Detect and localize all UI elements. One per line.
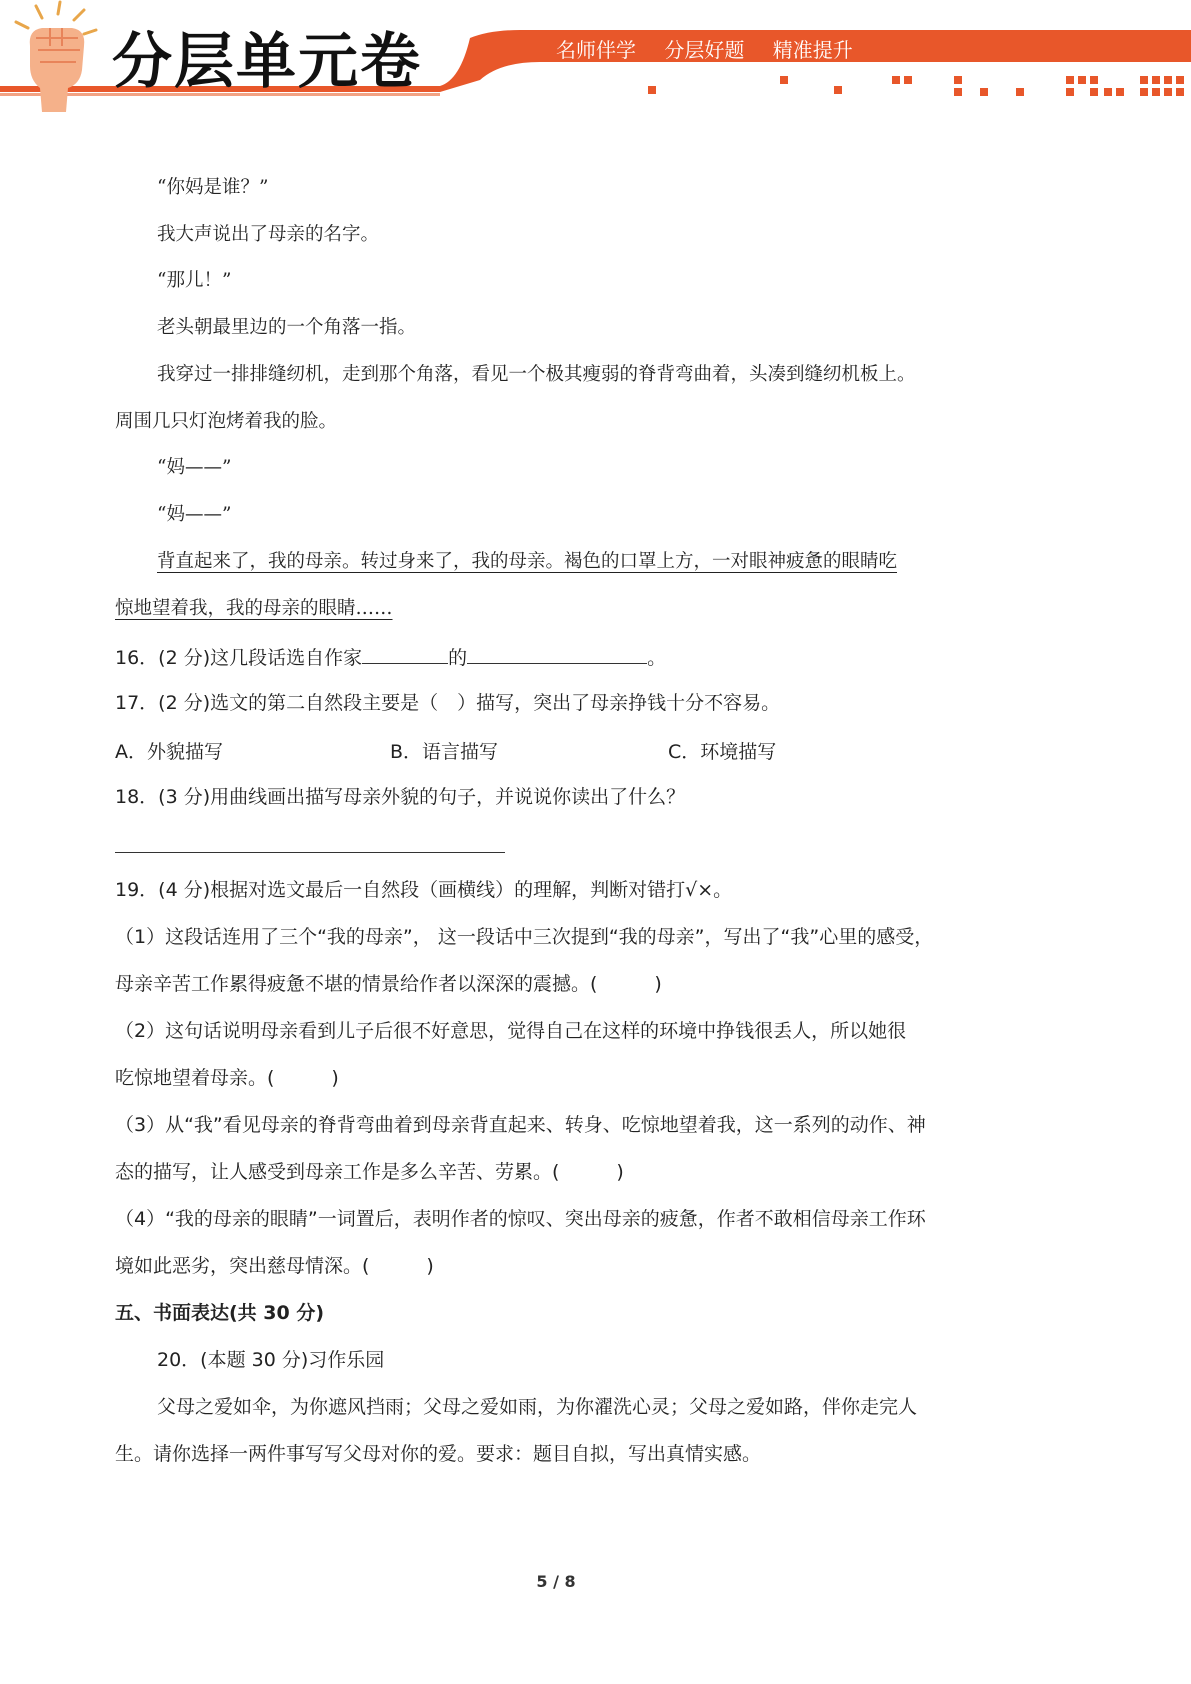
header-slogans	[556, 34, 875, 63]
question-18: 18．(3 分)用曲线画出描写母亲外貌的句子，并说说你读出了什么？	[115, 786, 686, 808]
q16-author-blank[interactable]	[362, 643, 448, 664]
page-header	[0, 0, 1191, 120]
passage-line: “妈——”	[157, 504, 232, 525]
passage-line: 我大声说出了母亲的名字。	[157, 224, 380, 245]
q19-item: 母亲辛苦工作累得疲惫不堪的情景给作者以深深的震撼。( )	[115, 973, 662, 995]
question-20: 20．(本题 30 分)习作乐园	[157, 1349, 385, 1371]
q19-item: （3）从“我”看见母亲的脊背弯曲着到母亲背直起来、转身、吃惊地望着我，这一系列的动作、神	[115, 1114, 926, 1136]
question-19: 19．(4 分)根据对选文最后一自然段（画横线）的理解，判断对错打√×。	[115, 879, 733, 901]
raised-fist-icon	[0, 0, 110, 115]
q17-option-a[interactable]: A．外貌描写	[115, 741, 223, 763]
passage-line: “妈——”	[157, 457, 232, 478]
question-17: 17．(2 分)选文的第二自然段主要是（ ）描写，突出了母亲挣钱十分不容易。	[115, 692, 781, 714]
q19-item: 境如此恶劣，突出慈母情深。( )	[115, 1255, 434, 1277]
q20-body: 生。请你选择一两件事写写父母对你的爱。要求：题目自拟，写出真情实感。	[115, 1443, 762, 1465]
passage-line: “你妈是谁？”	[157, 177, 269, 198]
slogan-2: 分层好题	[664, 38, 745, 62]
q16-text: 16．(2 分)这几段话选自作家	[115, 647, 363, 669]
q17-option-c[interactable]: C．环境描写	[668, 741, 777, 763]
question-16	[115, 643, 995, 671]
brand-title: 分层单元卷	[112, 27, 422, 97]
q19-item: （4）“我的母亲的眼睛”一词置后，表明作者的惊叹、突出母亲的疲惫，作者不敢相信母亲工作环	[115, 1208, 926, 1230]
underlined-passage-line: 惊地望着我，我的母亲的眼睛……	[115, 598, 393, 619]
q19-item: （1）这段话连用了三个“我的母亲”， 这一段话中三次提到“我的母亲”，写出了“我”心里的感受，	[115, 926, 934, 948]
q20-body: 父母之爱如伞，为你遮风挡雨；父母之爱如雨，为你濯洗心灵；父母之爱如路，伴你走完人	[157, 1396, 918, 1418]
q19-item: 吃惊地望着母亲。( )	[115, 1067, 339, 1089]
q18-answer-line[interactable]	[115, 852, 505, 853]
q16-text-mid: 的	[448, 647, 468, 669]
q19-item: （2）这句话说明母亲看到儿子后很不好意思，觉得自己在这样的环境中挣钱很丢人，所以她很	[115, 1020, 907, 1042]
q16-text-end: 。	[647, 647, 667, 669]
passage-line: 我穿过一排排缝纫机，走到那个角落，看见一个极其瘦弱的脊背弯曲着，头凑到缝纫机板上。	[157, 364, 916, 385]
q17-option-b[interactable]: B．语言描写	[390, 741, 499, 763]
slogan-3: 精准提升	[772, 38, 853, 62]
passage-line: 周围几只灯泡烤着我的脸。	[115, 411, 338, 432]
q16-work-blank[interactable]	[467, 643, 647, 664]
slogan-1: 名师伴学	[556, 38, 636, 62]
passage-line: “那儿！”	[157, 270, 232, 291]
q19-item: 态的描写，让人感受到母亲工作是多么辛苦、劳累。( )	[115, 1161, 624, 1183]
passage-line: 老头朝最里边的一个角落一指。	[157, 317, 417, 338]
underlined-passage-line: 背直起来了，我的母亲。转过身来了，我的母亲。褐色的口罩上方，一对眼神疲惫的眼睛吃	[157, 551, 898, 572]
section-heading: 五、书面表达(共 30 分)	[115, 1302, 325, 1324]
page-number: 5 / 8	[536, 1572, 576, 1591]
